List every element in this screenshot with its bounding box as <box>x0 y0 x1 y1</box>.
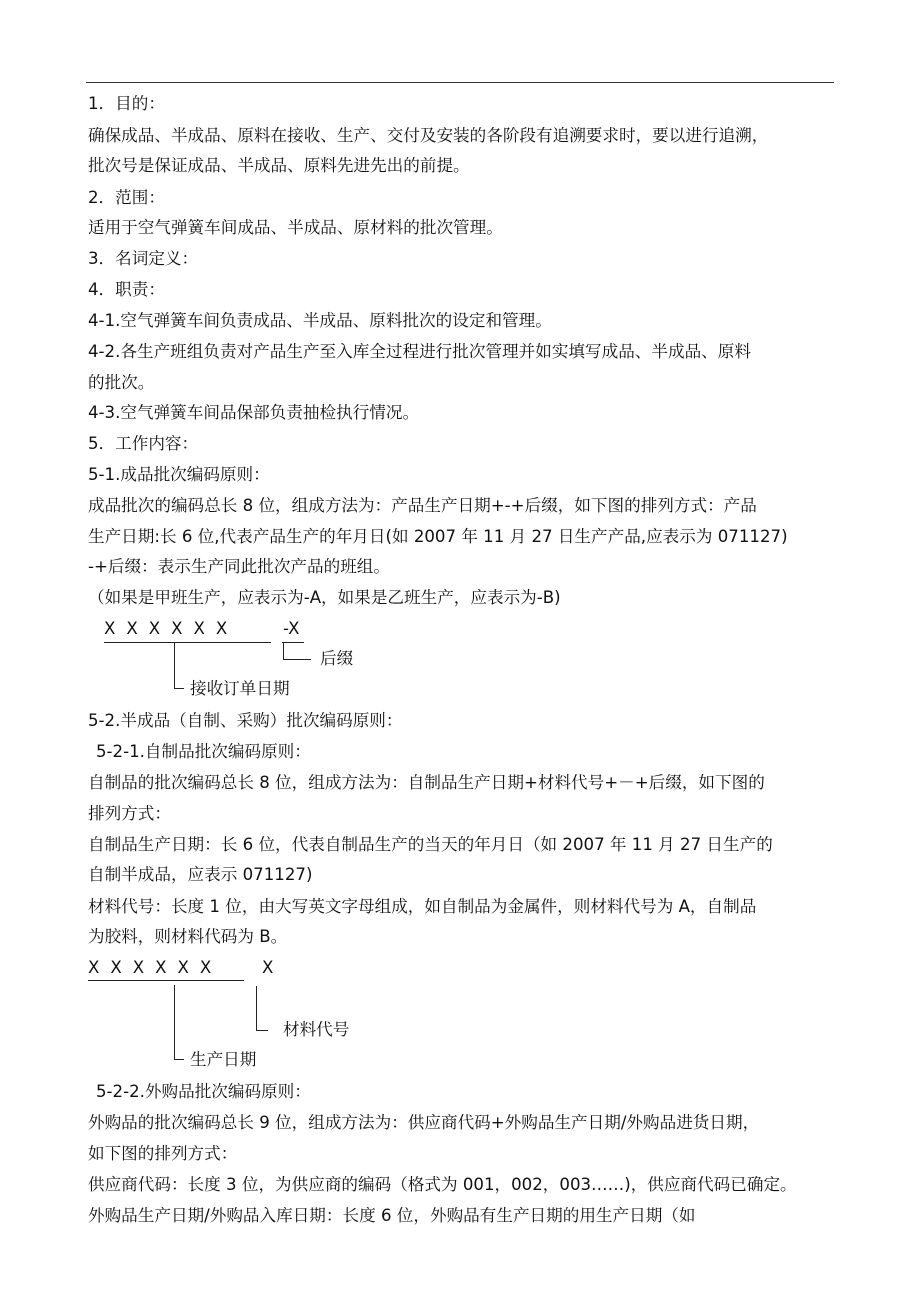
paragraph-line: -+后缀：表示生产同此批次产品的班组。 <box>88 557 390 576</box>
subheading-finished-goods: 5-1.成品批次编码原则： <box>88 465 270 484</box>
date-connector-arm <box>174 1059 184 1060</box>
suffix-connector-arm <box>283 659 311 660</box>
date-connector-arm <box>174 688 184 689</box>
paragraph-line: 成品批次的编码总长 8 位，组成方法为：产品生产日期+-+后缀，如下图的排列方式：产品 <box>88 496 757 515</box>
subheading-semi-finished: 5-2.半成品（自制、采购）批次编码原则： <box>88 711 403 730</box>
paragraph-line: 外购品生产日期/外购品入库日期：长度 6 位，外购品有生产日期的用生产日期（如 <box>88 1206 696 1225</box>
heading-scope: 2．范围： <box>88 188 165 207</box>
material-label: 材料代号 <box>283 1020 350 1039</box>
paragraph-line: 4-2.各生产班组负责对产品生产至入库全过程进行批次管理并如实填写成品、半成品、原料 <box>88 342 751 361</box>
paragraph-line: 4-3.空气弹簧车间品保部负责抽检执行情况。 <box>88 403 420 422</box>
subheading-purchased: 5-2-2.外购品批次编码原则： <box>96 1082 311 1101</box>
header-rule <box>86 82 834 83</box>
material-code-placeholder: X <box>262 958 274 977</box>
paragraph-line: 批次号是保证成品、半成品、原料先进先出的前提。 <box>88 156 470 175</box>
date-underline <box>104 642 271 643</box>
paragraph-line: 生产日期:长 6 位,代表产品生产的年月日(如 2007 年 11 月 27 日生产产品,应表示为 071127) <box>88 527 788 546</box>
date-connector <box>174 985 175 1059</box>
suffix-connector <box>283 643 284 659</box>
date-label: 生产日期 <box>190 1050 257 1069</box>
suffix-code-placeholder: -X <box>283 619 300 638</box>
paragraph-line: 的批次。 <box>88 373 155 392</box>
paragraph-line: 材料代号：长度 1 位，由大写英文字母组成，如自制品为金属件，则材料代号为 A，自制品 <box>88 897 757 916</box>
paragraph-line: （如果是甲班生产，应表示为-A，如果是乙班生产，应表示为-B) <box>88 588 561 607</box>
date-connector <box>174 643 175 688</box>
paragraph-line: 4-1.空气弹簧车间负责成品、半成品、原料批次的设定和管理。 <box>88 311 552 330</box>
paragraph-line: 为胶料，则材料代码为 B。 <box>88 927 288 946</box>
suffix-label: 后缀 <box>320 649 354 668</box>
subheading-self-made: 5-2-1.自制品批次编码原则： <box>96 742 311 761</box>
paragraph-line: 自制半成品，应表示 071127) <box>88 865 313 884</box>
heading-purpose: 1．目的： <box>88 94 165 113</box>
material-connector-arm <box>256 1030 268 1031</box>
date-underline <box>88 980 244 981</box>
paragraph-line: 适用于空气弹簧车间成品、半成品、原材料的批次管理。 <box>88 218 503 237</box>
paragraph-line: 外购品的批次编码总长 9 位，组成方法为：供应商代码+外购品生产日期/外购品进货日期， <box>88 1113 760 1132</box>
date-code-placeholder: XXXXXX <box>104 619 239 638</box>
paragraph-line: 自制品生产日期：长 6 位，代表自制品生产的当天的年月日（如 2007 年 11 月 27 日生产的 <box>88 835 773 854</box>
date-code-placeholder: XXXXXX <box>88 958 223 977</box>
paragraph-line: 供应商代码：长度 3 位，为供应商的编码（格式为 001，002，003……)，供应商代码已确定。 <box>88 1175 797 1194</box>
paragraph-line: 确保成品、半成品、原料在接收、生产、交付及安装的各阶段有追溯要求时，要以进行追溯， <box>88 126 769 145</box>
heading-definitions: 3．名词定义： <box>88 249 199 268</box>
heading-work-content: 5．工作内容： <box>88 434 199 453</box>
heading-responsibilities: 4．职责： <box>88 280 165 299</box>
date-label: 接收订单日期 <box>190 679 290 698</box>
paragraph-line: 排列方式： <box>88 804 171 823</box>
paragraph-line: 如下图的排列方式： <box>88 1144 238 1163</box>
suffix-underline <box>282 642 304 643</box>
material-connector <box>256 986 257 1030</box>
paragraph-line: 自制品的批次编码总长 8 位，组成方法为：自制品生产日期+材料代号+－+后缀，如下图的 <box>88 773 765 792</box>
